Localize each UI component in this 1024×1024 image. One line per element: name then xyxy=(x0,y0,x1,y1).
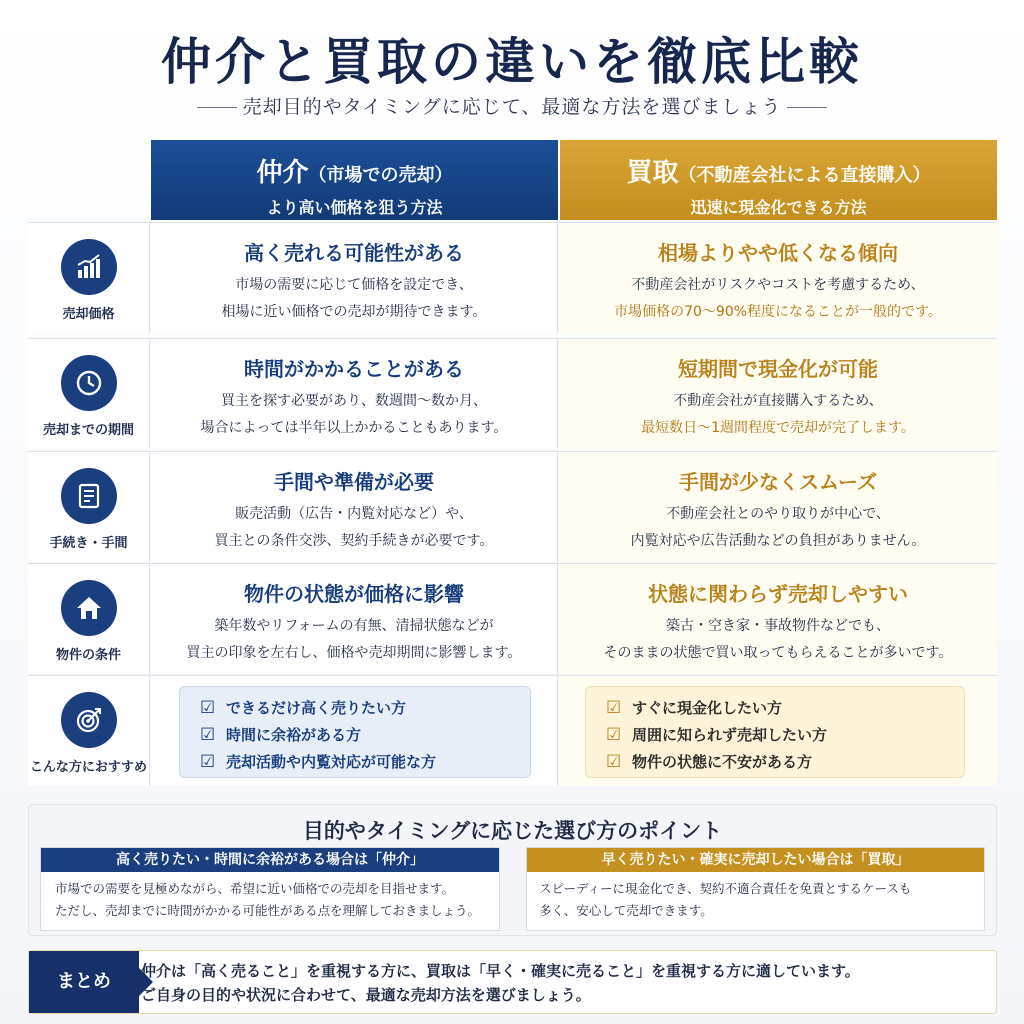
chukai-cell xyxy=(151,676,558,786)
page-title: 仲介と買取の違いを徹底比較 xyxy=(161,32,863,91)
selection-points xyxy=(28,804,997,936)
chukai-heading: 物件の状態が価格に影響 xyxy=(244,582,464,606)
table-row-period xyxy=(28,338,997,448)
chukai-line: 買主との条件交渉、契約手続きが必要です。 xyxy=(214,533,494,549)
points-kaitori-box xyxy=(526,847,985,931)
subtitle-text: 売却目的やタイミングに応じて、最適な方法を選びましょう xyxy=(242,96,782,118)
checkbox-icon: ☑ xyxy=(200,698,216,718)
list-item xyxy=(606,722,944,749)
kaitori-tagline: 迅速に現金化できる方法 xyxy=(690,198,867,217)
list-item-text: 物件の状態に不安がある方 xyxy=(632,753,813,771)
checkbox-icon: ☑ xyxy=(606,698,622,718)
checkbox-icon: ☑ xyxy=(606,725,622,745)
row-label-cell xyxy=(28,339,150,449)
points-kaitori-line: 多く、安心して売却できます。 xyxy=(539,903,713,918)
kaitori-line: 内覧対応や広告活動などの負担がありません。 xyxy=(630,533,926,549)
points-chukai-box xyxy=(40,847,500,931)
table-row-recommend xyxy=(28,675,997,785)
chukai-title-sub: （市場での売却） xyxy=(308,165,453,186)
row-label-cell xyxy=(28,676,150,786)
kaitori-line: 不動産会社が直接購入するため、 xyxy=(673,393,883,409)
kaitori-heading: 状態に関わらず売却しやすい xyxy=(648,582,908,606)
kaitori-heading: 相場よりやや低くなる傾向 xyxy=(658,241,898,265)
points-chukai-line: ただし、売却までに時間がかかる可能性がある点を理解しておきましょう。 xyxy=(55,903,481,918)
row-label: 売却価格 xyxy=(62,307,115,322)
chukai-line: 販売活動（広告・内覧対応など）や、 xyxy=(235,506,473,522)
chukai-tagline: より高い価格を狙う方法 xyxy=(266,198,443,217)
kaitori-title: 買取 xyxy=(626,158,679,188)
chukai-heading: 時間がかかることがある xyxy=(244,357,464,381)
table-row-price xyxy=(28,222,997,332)
row-label: こんな方におすすめ xyxy=(29,760,148,775)
summary-box xyxy=(28,950,997,1014)
kaitori-cell xyxy=(559,564,997,674)
list-item-text: 売却活動や内覧対応が可能な方 xyxy=(226,753,437,771)
document-icon xyxy=(61,468,117,524)
kaitori-recommend-panel xyxy=(585,686,965,778)
list-item xyxy=(606,749,944,776)
list-item xyxy=(606,695,944,722)
chukai-line: 市場の需要に応じて価格を設定でき、 xyxy=(235,277,473,293)
checkbox-icon: ☑ xyxy=(606,752,622,772)
row-label: 売却までの期間 xyxy=(42,423,134,438)
points-kaitori-line: スピーディーに現金化でき、契約不適合責任を免責とするケースも xyxy=(539,881,912,896)
chukai-cell xyxy=(151,564,558,674)
kaitori-line: 築古・空き家・事故物件などでも、 xyxy=(666,618,890,634)
kaitori-heading: 短期間で現金化が可能 xyxy=(678,357,878,381)
kaitori-title-sub: （不動産会社による直接購入） xyxy=(678,165,931,186)
clock-icon xyxy=(61,355,117,411)
chart-icon xyxy=(61,239,117,295)
kaitori-cell xyxy=(559,452,997,562)
chukai-line: 場合によっては半年以上かかることもあります。 xyxy=(200,420,508,436)
row-label: 手続き・手間 xyxy=(49,536,128,551)
row-label-cell xyxy=(28,452,150,562)
summary-line: ご自身の目的や状況に合わせて、最適な売却方法を選びましょう。 xyxy=(141,986,591,1004)
points-kaitori-head: 早く売りたい・確実に売却したい場合は「買取」 xyxy=(527,848,984,872)
table-row-condition xyxy=(28,563,997,673)
kaitori-line-highlight: 最短数日〜1週間程度で売却が完了します。 xyxy=(641,420,915,436)
summary-badge: まとめ xyxy=(29,951,139,1013)
list-item-text: 時間に余裕がある方 xyxy=(226,726,362,744)
kaitori-line: そのままの状態で買い取ってもらえることが多いです。 xyxy=(603,645,953,661)
table-row-procedure xyxy=(28,451,997,561)
kaitori-line: 不動産会社とのやり取りが中心で、 xyxy=(666,506,890,522)
points-chukai-head: 高く売りたい・時間に余裕がある場合は「仲介」 xyxy=(41,848,499,872)
chukai-heading: 高く売れる可能性がある xyxy=(244,241,464,265)
points-title: 目的やタイミングに応じた選び方のポイント xyxy=(302,819,723,843)
chukai-line: 築年数やリフォームの有無、清掃状態などが xyxy=(214,618,494,634)
list-item-text: すぐに現金化したい方 xyxy=(632,699,783,717)
row-label-cell xyxy=(28,564,150,674)
subtitle-dash-right xyxy=(787,107,827,108)
summary-line: 仲介は「高く売ること」を重視する方に、買取は「早く・確実に売ること」を重視する方に適しています。 xyxy=(141,962,860,980)
kaitori-cell xyxy=(559,339,997,449)
row-label: 物件の条件 xyxy=(55,648,121,663)
checkbox-icon: ☑ xyxy=(200,725,216,745)
chukai-recommend-panel xyxy=(179,686,531,778)
points-chukai-line: 市場での需要を見極めながら、希望に近い価格での売却を目指せます。 xyxy=(55,881,455,896)
chukai-line: 相場に近い価格での売却が期待できます。 xyxy=(221,304,487,320)
list-item xyxy=(200,695,510,722)
list-item xyxy=(200,749,510,776)
page-header xyxy=(0,0,1024,130)
subtitle-dash-left xyxy=(197,107,237,108)
house-icon xyxy=(61,580,117,636)
chukai-cell xyxy=(151,339,558,449)
chukai-line: 買主の印象を左右し、価格や売却期間に影響します。 xyxy=(186,645,522,661)
kaitori-heading: 手間が少なくスムーズ xyxy=(679,470,877,494)
row-label-cell xyxy=(28,223,150,333)
list-item-text: 周囲に知られず売却したい方 xyxy=(632,726,828,744)
chukai-line: 買主を探す必要があり、数週間〜数か月、 xyxy=(221,393,487,409)
column-header-chukai xyxy=(151,140,558,220)
kaitori-line-highlight: 市場価格の70〜90%程度になることが一般的です。 xyxy=(614,304,942,320)
page-subtitle xyxy=(0,92,1024,119)
kaitori-line: 不動産会社がリスクやコストを考慮するため、 xyxy=(631,277,925,293)
chukai-heading: 手間や準備が必要 xyxy=(274,470,434,494)
chukai-cell xyxy=(151,452,558,562)
list-item xyxy=(200,722,510,749)
checkbox-icon: ☑ xyxy=(200,752,216,772)
column-header-kaitori xyxy=(560,140,997,220)
list-item-text: できるだけ高く売りたい方 xyxy=(226,699,407,717)
kaitori-cell xyxy=(559,676,997,786)
target-icon xyxy=(61,692,117,748)
chukai-cell xyxy=(151,223,558,333)
chukai-title: 仲介 xyxy=(256,158,309,188)
kaitori-cell xyxy=(559,223,997,333)
